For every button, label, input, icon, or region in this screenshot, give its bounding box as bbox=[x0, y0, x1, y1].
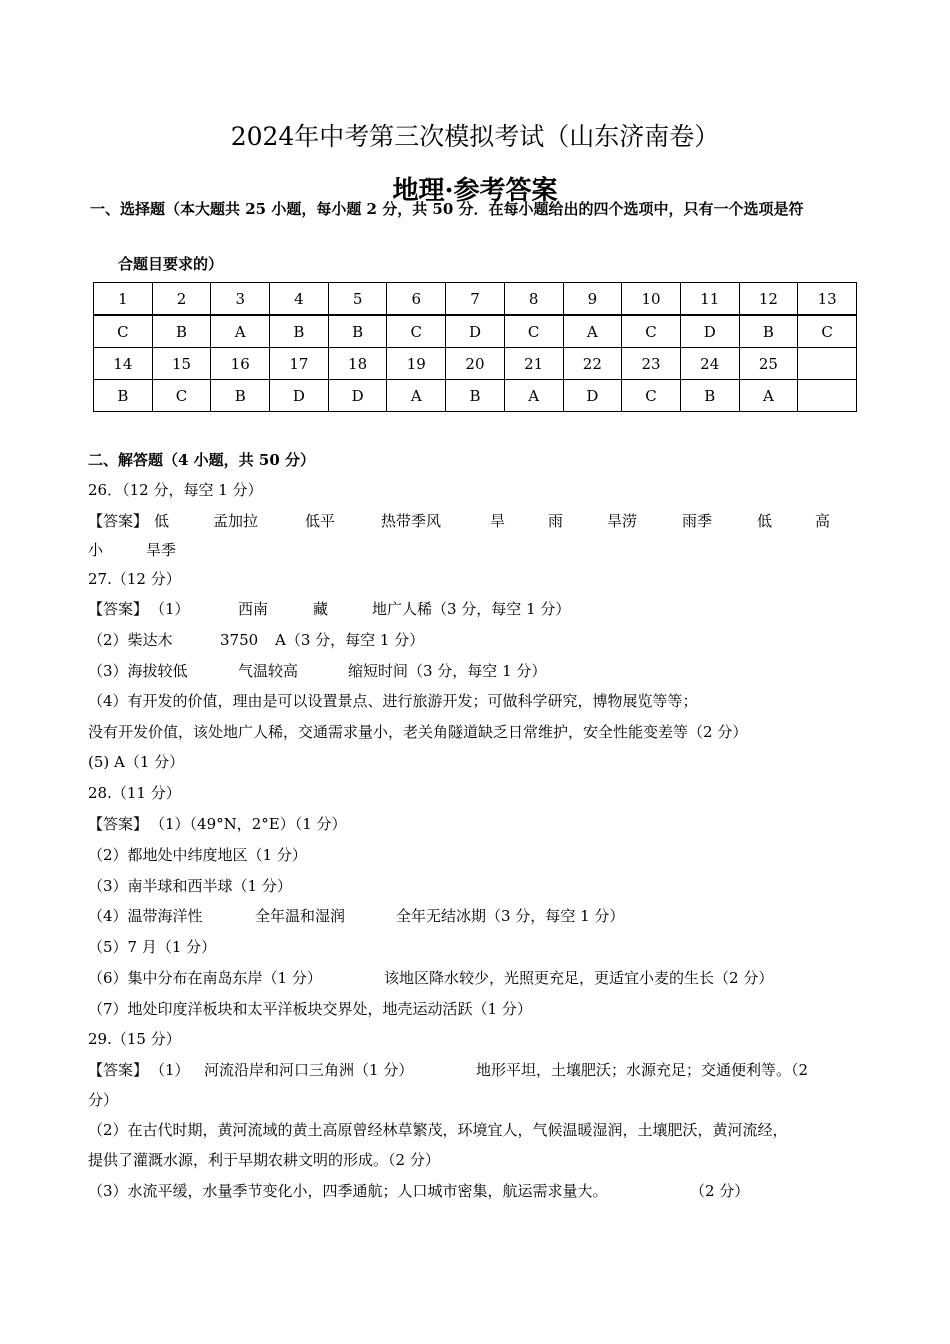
table-cell: B bbox=[446, 380, 505, 412]
q28-part4: （4）温带海洋性 bbox=[88, 907, 203, 925]
table-cell: B bbox=[152, 315, 211, 348]
table-cell: C bbox=[622, 315, 681, 348]
table-cell: 24 bbox=[680, 348, 739, 380]
section1-heading: 一、选择题（本大题共 25 小题，每小题 2 分，共 50 分．在每小题给出的四个选项中，只有一个选项是符 bbox=[90, 200, 804, 218]
table-cell: A bbox=[563, 315, 622, 348]
table-cell: 11 bbox=[680, 283, 739, 316]
q27-part1: 藏 bbox=[313, 600, 329, 618]
table-cell: B bbox=[739, 315, 798, 348]
q29-part1-cont: 分） bbox=[88, 1091, 119, 1109]
q29-part2-cont: 提供了灌溉水源，利于早期农耕文明的形成。（2 分） bbox=[88, 1151, 440, 1169]
q26-answer: 高 bbox=[815, 512, 831, 530]
q28-part5: （5）7 月（1 分） bbox=[88, 938, 217, 956]
table-cell: 5 bbox=[328, 283, 387, 316]
table-cell: 4 bbox=[270, 283, 329, 316]
table-cell: C bbox=[798, 315, 857, 348]
table-cell: 20 bbox=[446, 348, 505, 380]
table-cell: D bbox=[446, 315, 505, 348]
q27-answer-label: 【答案】 bbox=[88, 600, 149, 618]
q26-answer-label: 【答案】 bbox=[88, 512, 149, 530]
table-cell: 13 bbox=[798, 283, 857, 316]
table-cell: 22 bbox=[563, 348, 622, 380]
q26-answer: 孟加拉 bbox=[213, 512, 259, 530]
table-cell: D bbox=[328, 380, 387, 412]
q29-part1: （1） bbox=[150, 1061, 190, 1079]
table-cell: 3 bbox=[211, 283, 270, 316]
table-cell: 12 bbox=[739, 283, 798, 316]
table-cell: C bbox=[387, 315, 446, 348]
q26-title: 26．（12 分，每空 1 分） bbox=[88, 481, 263, 499]
table-cell: 25 bbox=[739, 348, 798, 380]
q27-part5: (5) A（1 分） bbox=[88, 753, 185, 771]
table-cell: D bbox=[680, 315, 739, 348]
table-cell: 7 bbox=[446, 283, 505, 316]
page-subtitle: 地理·参考答案 bbox=[392, 176, 558, 206]
q28-part1: （1）（49°N，2°E）（1 分） bbox=[150, 815, 347, 833]
table-row bbox=[94, 348, 857, 380]
table-cell: C bbox=[504, 315, 563, 348]
q29-part1: 地形平坦，土壤肥沃；水源充足；交通便利等。（2 bbox=[476, 1061, 809, 1079]
q27-part3: （3）海拔较低 bbox=[88, 662, 188, 680]
q26-answer: 小 bbox=[88, 541, 104, 559]
q29-title: 29.（15 分） bbox=[88, 1030, 181, 1048]
q27-part4: （4）有开发的价值，理由是可以设置景点、进行旅游开发；可做科学研究，博物展览等等； bbox=[88, 692, 698, 710]
q28-part6: 该地区降水较少，光照更充足，更适宜小麦的生长（2 分） bbox=[384, 969, 774, 987]
table-cell: 6 bbox=[387, 283, 446, 316]
table-cell: C bbox=[622, 380, 681, 412]
q27-part3: 气温较高 bbox=[238, 662, 299, 680]
table-cell: D bbox=[270, 380, 329, 412]
table-cell: 16 bbox=[211, 348, 270, 380]
q27-part1: 地广人稀（3 分，每空 1 分） bbox=[372, 600, 571, 618]
q27-part2: A（3 分，每空 1 分） bbox=[275, 631, 425, 649]
table-cell: 17 bbox=[270, 348, 329, 380]
q27-part2: 3750 bbox=[220, 631, 259, 649]
table-cell: C bbox=[94, 315, 153, 348]
table-cell: B bbox=[94, 380, 153, 412]
q27-part1: 西南 bbox=[238, 600, 269, 618]
table-cell: A bbox=[739, 380, 798, 412]
q26-answer: 雨季 bbox=[682, 512, 713, 530]
table-cell: B bbox=[211, 380, 270, 412]
table-cell: B bbox=[328, 315, 387, 348]
table-cell: C bbox=[152, 380, 211, 412]
table-cell: 14 bbox=[94, 348, 153, 380]
table-row bbox=[94, 315, 857, 348]
q27-part1: （1） bbox=[150, 600, 190, 618]
q28-part7: （7）地处印度洋板块和太平洋板块交界处，地壳运动活跃（1 分） bbox=[88, 1000, 532, 1018]
answer-table bbox=[93, 282, 857, 412]
table-cell: 19 bbox=[387, 348, 446, 380]
table-cell: 18 bbox=[328, 348, 387, 380]
q26-answer: 低 bbox=[757, 512, 773, 530]
q26-answer: 旱 bbox=[490, 512, 506, 530]
table-cell: 23 bbox=[622, 348, 681, 380]
q28-title: 28.（11 分） bbox=[88, 784, 181, 802]
q29-answer-label: 【答案】 bbox=[88, 1061, 149, 1079]
q29-part1: 河流沿岸和河口三角洲（1 分） bbox=[204, 1061, 414, 1079]
q26-answer: 旱季 bbox=[146, 541, 177, 559]
table-cell: B bbox=[680, 380, 739, 412]
q28-answer-label: 【答案】 bbox=[88, 815, 149, 833]
q28-part2: （2）都地处中纬度地区（1 分） bbox=[88, 846, 307, 864]
table-cell bbox=[798, 380, 857, 412]
table-cell: A bbox=[504, 380, 563, 412]
q29-part3: （3）水流平缓，水量季节变化小，四季通航；人口城市密集，航运需求量大。 bbox=[88, 1182, 608, 1200]
table-cell: 9 bbox=[563, 283, 622, 316]
q26-answer: 雨 bbox=[548, 512, 564, 530]
table-cell bbox=[798, 348, 857, 380]
q26-answer: 低平 bbox=[305, 512, 336, 530]
table-cell: 1 bbox=[94, 283, 153, 316]
table-row bbox=[94, 380, 857, 412]
q28-part6: （6）集中分布在南岛东岸（1 分） bbox=[88, 969, 322, 987]
table-cell: A bbox=[211, 315, 270, 348]
table-cell: B bbox=[270, 315, 329, 348]
q27-part3: 缩短时间（3 分，每空 1 分） bbox=[348, 662, 547, 680]
q26-answer: 热带季风 bbox=[381, 512, 442, 530]
page-title: 2024年中考第三次模拟考试（山东济南卷） bbox=[230, 122, 720, 151]
q28-part4: 全年温和湿润 bbox=[255, 907, 346, 925]
q28-part3: （3）南半球和西半球（1 分） bbox=[88, 877, 292, 895]
section1-heading-cont: 合题目要求的） bbox=[118, 255, 224, 273]
q28-part4: 全年无结冰期（3 分，每空 1 分） bbox=[396, 907, 625, 925]
table-cell: 8 bbox=[504, 283, 563, 316]
q27-part2: （2）柴达木 bbox=[88, 631, 173, 649]
q29-part3: （2 分） bbox=[690, 1182, 750, 1200]
q26-answer: 旱涝 bbox=[607, 512, 638, 530]
table-cell: 10 bbox=[622, 283, 681, 316]
table-row bbox=[94, 283, 857, 316]
table-cell: 21 bbox=[504, 348, 563, 380]
q27-title: 27.（12 分） bbox=[88, 570, 181, 588]
table-cell: A bbox=[387, 380, 446, 412]
q27-part4-cont: 没有开发价值，该处地广人稀，交通需求量小，老关角隧道缺乏日常维护，安全性能变差等（2 分） bbox=[88, 723, 748, 741]
q29-part2: （2）在古代时期，黄河流域的黄土高原曾经林草繁茂，环境宜人，气候温暖湿润，土壤肥沃，黄河流经， bbox=[88, 1121, 788, 1139]
table-cell: 2 bbox=[152, 283, 211, 316]
table-cell: D bbox=[563, 380, 622, 412]
q26-answer: 低 bbox=[154, 512, 170, 530]
table-cell: 15 bbox=[152, 348, 211, 380]
section2-heading: 二、解答题（4 小题，共 50 分） bbox=[88, 451, 315, 469]
